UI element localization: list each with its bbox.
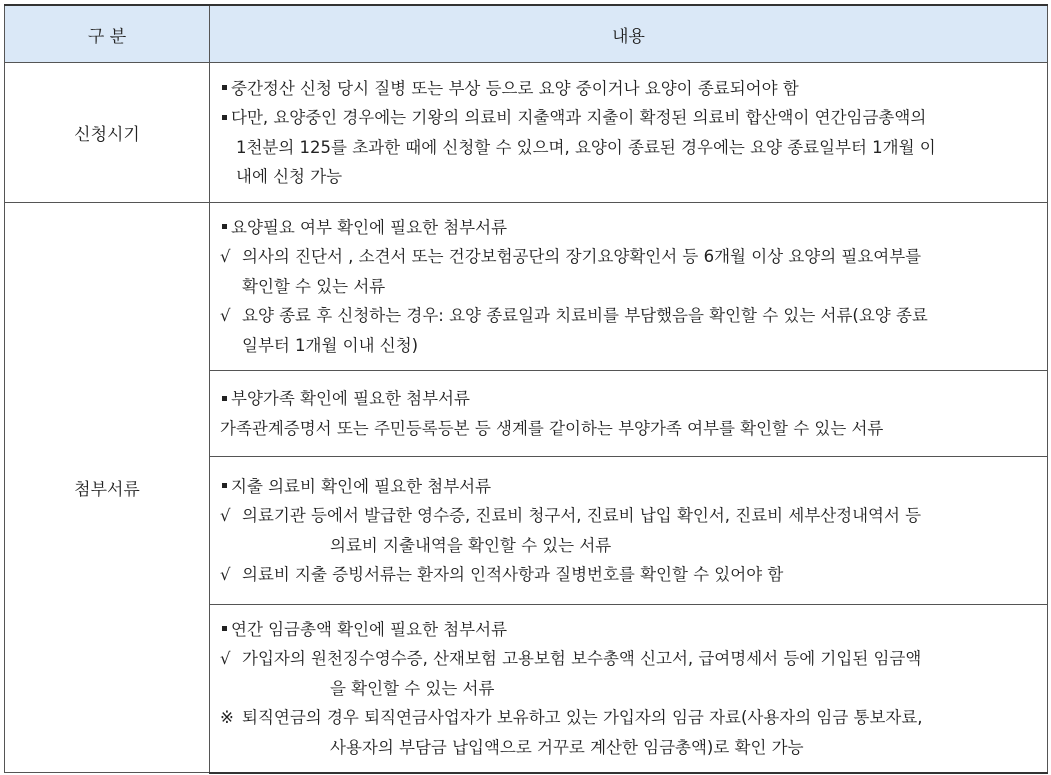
dependents-content xyxy=(210,371,1048,457)
timing-row xyxy=(5,63,1048,203)
check-mark-icon: √ xyxy=(220,506,231,525)
square-bullet-icon xyxy=(222,483,227,488)
expenses-item-1-cont: 의료비 지출내역을 확인할 수 있는 서류 xyxy=(330,535,612,555)
timing-continuation-2: 내에 신청 가능 xyxy=(236,167,343,186)
attachments-label: 첨부서류 xyxy=(5,203,210,773)
medical-need-item-1: √ 의사의 진단서 , 소견서 또는 건강보험공단의 장기요양확인서 등 6개월 이상 요양의 필요여부를 xyxy=(220,242,1039,272)
check-mark-icon: √ xyxy=(220,649,231,668)
square-bullet-icon xyxy=(222,396,227,401)
expenses-item-2: √ 의료비 지출 증빙서류는 환자의 인적사항과 질병번호를 확인할 수 있어야 함 xyxy=(220,560,1039,590)
document-table xyxy=(4,4,1048,774)
square-bullet-icon xyxy=(222,626,227,631)
header-content: 내용 xyxy=(210,5,1048,63)
reference-mark-icon: ※ xyxy=(220,708,234,727)
square-bullet-icon xyxy=(222,85,227,90)
square-bullet-icon xyxy=(222,224,227,229)
check-mark-icon: √ xyxy=(220,565,231,584)
check-mark-icon: √ xyxy=(220,306,231,326)
check-mark-icon: √ xyxy=(220,247,231,267)
timing-bullet-2: 다만, 요양중인 경우에는 기왕의 의료비 지출액과 지출이 확정된 의료비 합산액이 연간임금총액의 xyxy=(220,103,1039,133)
timing-continuation-1: 1천분의 125를 초과한 때에 신청할 수 있으며, 요양이 종료된 경우에는 요양 종료일부터 1개월 이 xyxy=(236,137,936,157)
wages-item-1-cont: 을 확인할 수 있는 서류 xyxy=(330,678,495,698)
timing-label: 신청시기 xyxy=(5,63,210,203)
medical-need-title: 요양필요 여부 확인에 필요한 첨부서류 xyxy=(220,213,1039,243)
medical-need-content xyxy=(210,203,1048,371)
medical-need-item-1-cont: 확인할 수 있는 서류 xyxy=(242,276,386,296)
square-bullet-icon xyxy=(222,115,227,120)
timing-bullet-1: 중간정산 신청 당시 질병 또는 부상 등으로 요양 중이거나 요양이 종료되어야 함 xyxy=(220,74,1039,104)
wages-item-1: √ 가입자의 원천징수영수증, 산재보험 고용보험 보수총액 신고서, 급여명세서 등에 기입된 임금액 xyxy=(220,644,1039,674)
wages-note: ※ 퇴직연금의 경우 퇴직연금사업자가 보유하고 있는 가입자의 임금 자료(사용자의 임금 통보자료, xyxy=(220,703,1039,733)
expenses-content xyxy=(210,457,1048,605)
dependents-text: 가족관계증명서 또는 주민등록등본 등 생계를 같이하는 부양가족 여부를 확인할 수 있는 서류 xyxy=(220,418,884,438)
header-row xyxy=(5,5,1048,63)
medical-need-row xyxy=(5,203,1048,371)
expenses-title: 지출 의료비 확인에 필요한 첨부서류 xyxy=(220,472,1039,502)
medical-need-item-2: √ 요양 종료 후 신청하는 경우: 요양 종료일과 치료비를 부담했음을 확인할 수 있는 서류(요양 종료 xyxy=(220,301,1039,331)
timing-content xyxy=(210,63,1048,203)
wages-content xyxy=(210,605,1048,773)
header-category: 구 분 xyxy=(5,5,210,63)
wages-note-cont: 사용자의 부담금 납입액으로 거꾸로 계산한 임금총액)로 확인 가능 xyxy=(330,737,804,757)
dependents-title: 부양가족 확인에 필요한 첨부서류 xyxy=(220,384,1039,414)
wages-title: 연간 임금총액 확인에 필요한 첨부서류 xyxy=(220,615,1039,645)
expenses-item-1: √ 의료기관 등에서 발급한 영수증, 진료비 청구서, 진료비 납입 확인서, 진료비 세부산정내역서 등 xyxy=(220,501,1039,531)
medical-need-item-2-cont: 일부터 1개월 이내 신청) xyxy=(242,335,419,355)
